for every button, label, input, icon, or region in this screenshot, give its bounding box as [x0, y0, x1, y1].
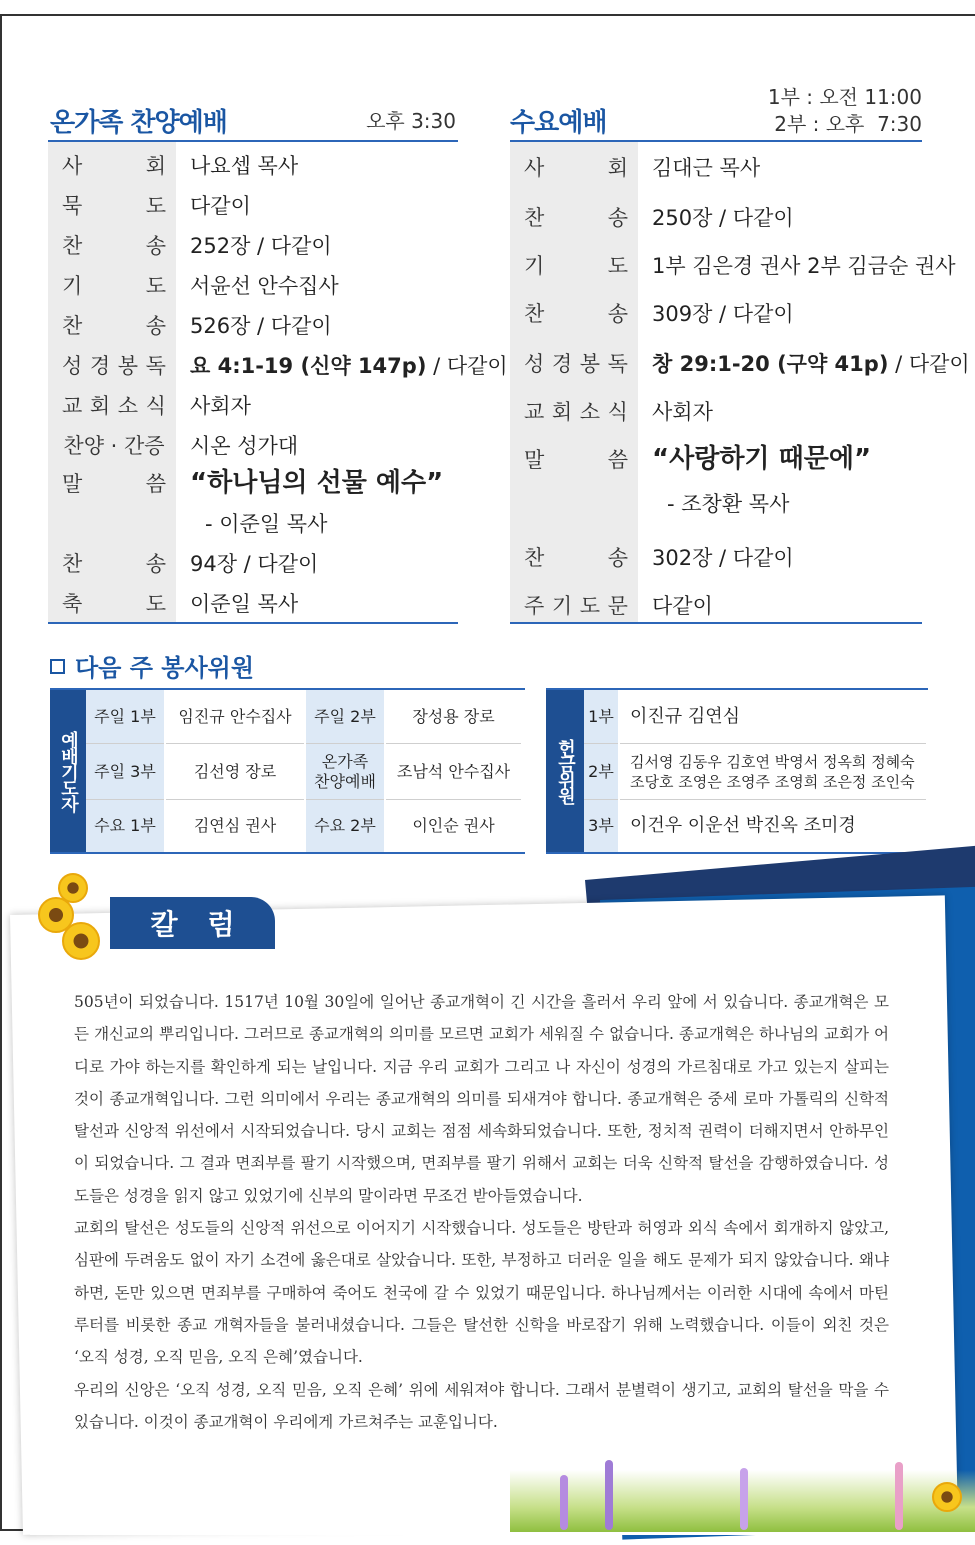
column-title: 칼럼 — [110, 897, 275, 949]
order-label-char: 묵 — [62, 194, 83, 218]
order-label-char: 문 — [607, 594, 628, 618]
order-value — [652, 542, 794, 572]
order-label-char: 소 — [579, 400, 601, 424]
order-value-text: 다같이 — [652, 594, 713, 618]
preacher: - 이준일 목사 — [205, 512, 328, 536]
order-label-char: 송 — [607, 546, 628, 570]
order-row — [48, 346, 508, 384]
flower-decoration — [605, 1460, 613, 1530]
order-row — [48, 226, 458, 264]
order-row — [48, 584, 458, 622]
offering-service: 3부 — [584, 800, 618, 852]
flower-decoration-icon — [932, 1482, 962, 1512]
wednesday-order — [510, 142, 970, 624]
prayer-leader: 조남석 안수집사 — [386, 744, 521, 800]
order-label-char: 독 — [145, 354, 166, 378]
order-label-char: 씀 — [607, 448, 628, 472]
order-label — [62, 468, 166, 498]
order-row — [48, 462, 458, 542]
column-paragraph: 교회의 탈선은 성도들의 신앙적 위선으로 이어지기 시작했습니다. 성도들은 방탄과 허영과 외식 속에서 회개하지 않았고, 심판에 두려움도 없이 자기 소견에 옳은대로 살았습니다. 또한, 부정하고 더러운 일을 해도 문제가 되지 않았습니다. 왜냐하면, 돈만 있으면 면죄부를 구매하여 죽어도 천국에 갈 수 있었기 때문입니다. 하나님께서는 이러한 시대에 속에서 마틴 루터를 비롯한 종교 개혁자들을 불러내셨습니다. 그들은 탈선한 신학을 바로잡기 위해 노력했습니다. 이들이 외친 것은 ‘오직 성경, 오직 믿음, 오직 은혜’였습니다. — [74, 1219, 889, 1367]
service-slot: 수요 1부 — [86, 800, 164, 852]
order-label-char: 송 — [607, 302, 628, 326]
order-value — [190, 150, 298, 180]
order-label-char: 송 — [145, 234, 166, 258]
order-label-char: 회 — [551, 400, 573, 424]
order-value — [190, 390, 251, 420]
order-value-text: 시온 성가대 — [190, 434, 299, 458]
order-row — [48, 306, 458, 344]
order-value — [652, 590, 713, 620]
column-body — [74, 986, 889, 1438]
order-row — [510, 586, 922, 622]
order-value — [652, 298, 794, 328]
preacher: - 조창환 목사 — [667, 492, 790, 516]
sunday-order — [48, 142, 508, 624]
scripture-reference: 창 29:1-20 (구약 41p) — [652, 352, 889, 376]
order-value-text: 250장 / 다같이 — [652, 206, 794, 230]
order-value-text: 252장 / 다같이 — [190, 234, 332, 258]
order-label — [524, 590, 628, 620]
order-label-char: 찬 — [62, 552, 83, 576]
order-label — [524, 202, 628, 232]
order-row — [48, 186, 458, 224]
order-label-char: 찬 — [62, 234, 83, 258]
prayer-leader: 김선영 장로 — [166, 744, 304, 800]
order-label — [62, 430, 166, 460]
order-value — [190, 350, 508, 380]
order-label-char: 기 — [62, 274, 83, 298]
order-value-text: 302장 / 다같이 — [652, 546, 794, 570]
order-row — [510, 344, 970, 390]
order-bottom-rule — [48, 622, 458, 624]
order-value-text: 526장 / 다같이 — [190, 314, 332, 338]
order-label-char: 찬 — [62, 314, 83, 338]
order-row — [510, 538, 922, 584]
order-label-char: 송 — [145, 314, 166, 338]
offering-members: 이진규 김연심 — [620, 690, 926, 744]
service-slot: 수요 2부 — [306, 800, 384, 852]
wednesday-service-title: 수요예배 — [510, 108, 607, 138]
order-label — [524, 152, 628, 182]
order-value-text: 김대근 목사 — [652, 156, 761, 180]
order-value-text: 1부 김은경 권사 2부 김금순 권사 — [652, 254, 956, 278]
offering-table-heading: 헌금위원 — [546, 690, 584, 852]
order-label-char: 기 — [524, 254, 545, 278]
order-value — [190, 310, 332, 340]
order-value — [190, 270, 339, 300]
order-label — [524, 542, 628, 572]
order-label — [62, 310, 166, 340]
order-label — [524, 348, 628, 378]
offering-table — [546, 688, 928, 854]
order-value — [652, 396, 713, 426]
offering-service: 1부 — [584, 690, 618, 744]
order-label-char: 경 — [89, 354, 111, 378]
order-label-char: 사 — [524, 156, 545, 180]
order-value — [652, 250, 956, 280]
order-row — [510, 148, 922, 194]
servers-title-text: 다음 주 봉사위원 — [75, 654, 254, 682]
order-label — [524, 250, 628, 280]
order-label — [62, 548, 166, 578]
wednesday-service-time — [700, 84, 922, 138]
order-label — [524, 298, 628, 328]
order-value — [190, 190, 251, 220]
order-label-char: 식 — [145, 394, 166, 418]
checkbox-square-icon — [50, 659, 65, 674]
order-row — [48, 426, 458, 464]
sermon-title: “사랑하기 때문에” — [652, 444, 872, 474]
order-label-char: 도 — [579, 594, 601, 618]
prayer-leader: 장성용 장로 — [386, 690, 521, 744]
order-row — [510, 198, 922, 244]
order-label — [524, 396, 628, 426]
order-value — [652, 152, 760, 182]
flower-decoration — [560, 1475, 568, 1530]
sermon-title: “하나님의 선물 예수” — [190, 468, 444, 498]
flower-decoration — [895, 1462, 903, 1530]
order-label — [62, 150, 166, 180]
order-row — [48, 544, 458, 582]
order-row — [48, 386, 458, 424]
order-label-char: 식 — [607, 400, 628, 424]
order-value-text: / 다같이 — [888, 352, 970, 376]
order-label-char: 찬양 · 간증 — [63, 434, 165, 458]
sunflower-icon — [62, 922, 100, 960]
scripture-reference: 요 4:1-19 (신약 147p) — [190, 354, 427, 378]
order-label-char: 찬 — [524, 206, 545, 230]
order-label-char: 성 — [62, 354, 83, 378]
order-value — [652, 348, 970, 378]
offering-members: 이건우 이운선 박진옥 조미경 — [630, 815, 856, 836]
order-label-char: 찬 — [524, 546, 545, 570]
sunday-service-time: 오후 3:30 — [366, 109, 456, 133]
offering-members: 김서영 김동우 김호연 박영서 정옥희 정혜숙 조당호 조영은 조영주 조영희 조은정 조인숙 — [620, 744, 926, 800]
order-value-text: 이준일 목사 — [190, 592, 299, 616]
flower-decoration — [740, 1468, 748, 1530]
order-label-char: 송 — [607, 206, 628, 230]
order-value-text: 사회자 — [652, 400, 713, 424]
service-slot: 주일 2부 — [306, 690, 384, 744]
service-slot: 온가족 찬양예배 — [306, 744, 384, 800]
order-label-char: 봉 — [579, 352, 601, 376]
order-value-text: 309장 / 다같이 — [652, 302, 794, 326]
order-label-char: 회 — [607, 156, 628, 180]
order-value-text: 서윤선 안수집사 — [190, 274, 339, 298]
order-label — [62, 350, 166, 380]
prayer-leader: 임진규 안수집사 — [166, 690, 304, 744]
order-row — [510, 438, 922, 532]
order-row — [510, 294, 922, 340]
order-label-char: 소 — [117, 394, 139, 418]
column-paragraph: 505년이 되었습니다. 1517년 10월 30일에 일어난 종교개혁이 긴 시간을 흘러서 우리 앞에 서 있습니다. 종교개혁은 모든 개신교의 뿌리입니다. 그러므로 종교개혁의 의미를 모르면 교회가 세워질 수 없습니다. 종교개혁은 하나님의 교회가 어디로 가야 하는지를 확인하게 되는 날입니다. 지금 우리 교회가 그리고 나 자신이 성경의 가르침대로 가고 있는지 살피는 것이 종교개혁입니다. 그런 의미에서 우리는 종교개혁의 의미를 되새겨야 합니다. 종교개혁은 중세 로마 가톨릭의 신학적 탈선과 신앙적 위선에서 시작되었습니다. 당시 교회는 점점 세속화되었습니다. 또한, 정치적 권력이 더해지면서 안하무인이 되었습니다. 그 결과 면죄부를 팔기 시작했으며, 면죄부를 팔기 위해서 교회는 더욱 신학적 탈선을 감행하였습니다. 성도들은 성경을 읽지 않고 있었기에 신부의 말이라면 무조건 받아들였습니다. — [74, 993, 889, 1205]
order-label-char: 사 — [62, 154, 83, 178]
order-label-char: 도 — [145, 194, 166, 218]
order-label-char: 회 — [89, 394, 111, 418]
wednesday-time-1: 1부 : 오전 11:00 — [767, 85, 922, 109]
order-label-char: 성 — [524, 352, 545, 376]
order-value-text: 나요셉 목사 — [190, 154, 299, 178]
order-label-char: 씀 — [145, 472, 166, 496]
order-value-text: / 다같이 — [426, 354, 508, 378]
order-label-char: 송 — [145, 552, 166, 576]
order-row — [510, 392, 922, 438]
prayer-table-heading: 예배기도자 — [50, 690, 86, 852]
order-label-char: 도 — [145, 592, 166, 616]
order-label-char: 말 — [62, 472, 83, 496]
service-slot: 주일 1부 — [86, 690, 164, 744]
sunday-service-title: 온가족 찬양예배 — [50, 108, 227, 138]
order-label — [62, 190, 166, 220]
order-label-char: 찬 — [524, 302, 545, 326]
order-value — [190, 588, 298, 618]
order-label — [62, 270, 166, 300]
order-label — [62, 390, 166, 420]
service-slot: 주일 3부 — [86, 744, 164, 800]
order-row — [510, 246, 956, 292]
order-row — [48, 146, 458, 184]
order-label-char: 교 — [524, 400, 545, 424]
order-label-char: 교 — [62, 394, 83, 418]
order-label-char: 회 — [145, 154, 166, 178]
order-row — [48, 266, 458, 304]
order-label-char: 경 — [551, 352, 573, 376]
order-label-char: 기 — [551, 594, 573, 618]
offering-service: 2부 — [584, 744, 618, 800]
order-value — [190, 430, 298, 460]
order-label-char: 독 — [607, 352, 628, 376]
order-value-text: 사회자 — [190, 394, 251, 418]
order-value — [190, 548, 318, 578]
order-value — [652, 202, 794, 232]
order-label-char: 도 — [145, 274, 166, 298]
servers-title — [50, 648, 254, 683]
order-bottom-rule — [510, 622, 922, 624]
prayer-leader: 이인순 권사 — [412, 816, 495, 835]
order-value — [190, 230, 332, 260]
wednesday-time-2: 2부 : 오후 7:30 — [774, 112, 922, 136]
order-label — [62, 588, 166, 618]
order-label — [524, 444, 628, 474]
column-paragraph: 우리의 신앙은 ‘오직 성경, 오직 믿음, 오직 은혜’ 위에 세워져야 합니다. 그래서 분별력이 생기고, 교회의 탈선을 막을 수 있습니다. 이것이 종교개혁이 우리에게 가르쳐주는 교훈입니다. — [74, 1380, 889, 1431]
prayer-leader: 김연심 권사 — [193, 816, 277, 835]
order-label-char: 주 — [524, 594, 545, 618]
order-label-char: 축 — [62, 592, 83, 616]
order-label-char: 말 — [524, 448, 545, 472]
order-label-char: 봉 — [117, 354, 139, 378]
prayer-table — [50, 688, 525, 854]
order-value-text: 다같이 — [190, 194, 251, 218]
order-label-char: 도 — [607, 254, 628, 278]
order-value-text: 94장 / 다같이 — [190, 552, 319, 576]
order-label — [62, 230, 166, 260]
